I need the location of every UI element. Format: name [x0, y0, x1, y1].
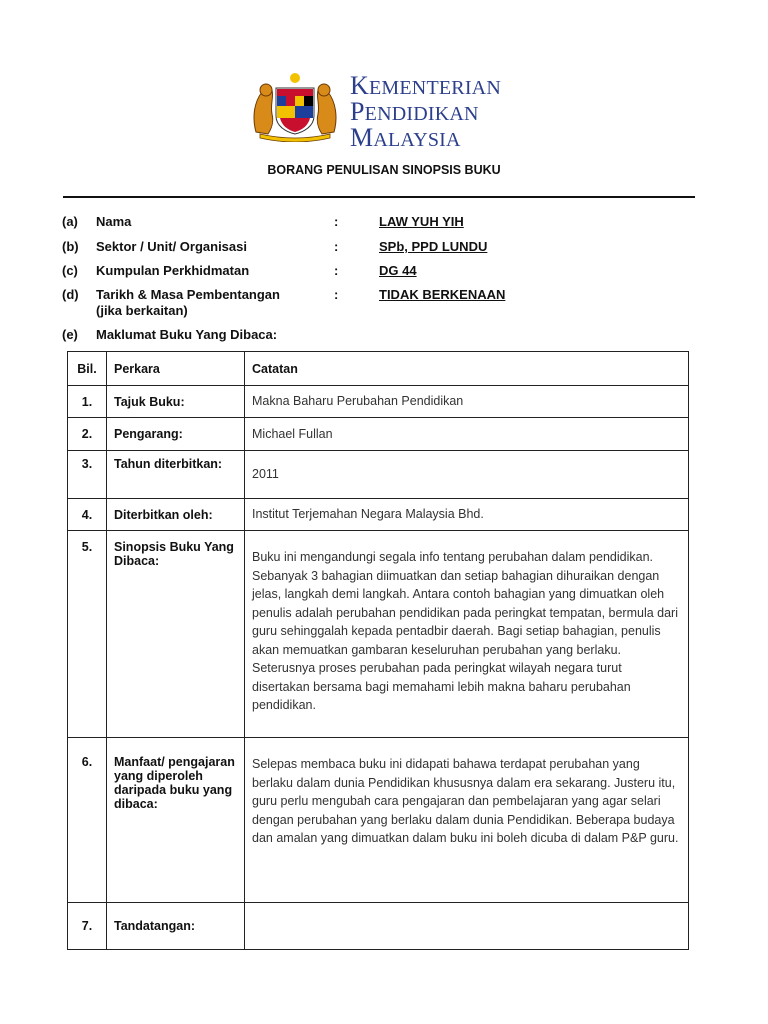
table-header-row — [68, 352, 689, 386]
ministry-name — [350, 71, 501, 152]
row-perkara: Manfaat/ pengajaran yang diperoleh daripada buku yang dibaca: — [107, 738, 245, 903]
field-code: (c) — [62, 263, 78, 278]
field-colon: : — [334, 263, 339, 278]
header-bil: Bil. — [68, 352, 107, 386]
row-bil: 7. — [68, 903, 107, 950]
ministry-line-1-text — [350, 71, 501, 100]
row-bil: 6. — [68, 738, 107, 903]
row-bil: 5. — [68, 531, 107, 738]
row-bil: 4. — [68, 499, 107, 531]
field-label: Maklumat Buku Yang Dibaca: — [96, 327, 278, 342]
field-value-nama: LAW YUH YIH — [379, 214, 464, 229]
field-label-sub: (jika berkaitan) — [96, 303, 188, 318]
table-row — [68, 418, 689, 451]
title-divider — [63, 196, 695, 198]
field-colon: : — [334, 214, 339, 229]
header-catatan: Catatan — [245, 352, 689, 386]
table-row — [68, 738, 689, 903]
table-row — [68, 499, 689, 531]
ministry-initial: M — [350, 123, 374, 152]
row-perkara: Diterbitkan oleh: — [107, 499, 245, 531]
ministry-initial: K — [350, 71, 369, 100]
book-info-table — [67, 351, 689, 950]
field-label: Kumpulan Perkhidmatan — [96, 263, 250, 278]
form-title: BORANG PENULISAN SINOPSIS BUKU — [267, 163, 501, 177]
row-bil: 3. — [68, 451, 107, 499]
ministry-line-3-text — [350, 123, 461, 152]
field-colon: : — [334, 239, 339, 254]
row-perkara: Pengarang: — [107, 418, 245, 451]
row-catatan: 2011 — [245, 451, 689, 499]
table-row — [68, 531, 689, 738]
field-code: (a) — [62, 214, 78, 229]
table-row — [68, 386, 689, 418]
row-catatan: Makna Baharu Perubahan Pendidikan — [245, 386, 689, 418]
row-bil: 1. — [68, 386, 107, 418]
jata-negara-crest-logo — [250, 70, 340, 142]
ministry-rest: EMENTERIAN — [368, 77, 501, 99]
field-code: (b) — [62, 239, 79, 254]
field-label — [96, 287, 326, 319]
field-value-kumpulan: DG 44 — [379, 263, 417, 278]
field-code: (e) — [62, 327, 78, 342]
field-code: (d) — [62, 287, 79, 302]
header-perkara: Perkara — [107, 352, 245, 386]
row-perkara: Tajuk Buku: — [107, 386, 245, 418]
row-catatan: Buku ini mengandungi segala info tentang perubahan dalam pendidikan. Sebanyak 3 bahagian diimuatkan dan setiap bahagian dihuraikan dengan jelas, langkah demi langkah. Antara contoh bahagian yang dimuatkan oleh penulis adalah perubahan pendidikan pada peringkat tempatan, bermula dari guru sehinggalah kepada pentadbir daerah. Bagi setiap bahagian, penulis akan memuatkan gambaran keseluruhan perubahan yang berlaku. Seterusnya proses perubahan pada peringkat wilayah negara turut disertakan bersama bagi memahami lebih makna baharu perubahan pendidikan. — [245, 531, 689, 738]
row-bil: 2. — [68, 418, 107, 451]
field-label: Sektor / Unit/ Organisasi — [96, 239, 247, 254]
field-value-sektor: SPb, PPD LUNDU — [379, 239, 488, 254]
row-catatan: Institut Terjemahan Negara Malaysia Bhd. — [245, 499, 689, 531]
field-label: Nama — [96, 214, 132, 229]
ministry-line-3 — [350, 123, 501, 152]
row-perkara: Sinopsis Buku Yang Dibaca: — [107, 531, 245, 738]
row-perkara: Tandatangan: — [107, 903, 245, 950]
row-catatan: Michael Fullan — [245, 418, 689, 451]
row-catatan: Selepas membaca buku ini didapati bahawa terdapat perubahan yang berlaku dalam dunia Pendidikan khususnya dalam era sekarang. Justeru itu, guru perlu mengubah cara pengajaran dan pembelajaran yang agar selari dengan perubahan yang berlaku dalam dunia Pendidikan. Beberapa budaya dan amalan yang dimuatkan dalam buku ini boleh dicuba di dalam P&P guru. — [245, 738, 689, 903]
table-row — [68, 903, 689, 950]
signature-cell — [245, 903, 689, 950]
row-perkara: Tahun diterbitkan: — [107, 451, 245, 499]
ministry-rest: ENDIDIKAN — [364, 103, 479, 125]
field-colon: : — [334, 287, 339, 302]
table-row — [68, 451, 689, 499]
ministry-line-2-text — [350, 97, 479, 126]
field-value-tarikh: TIDAK BERKENAAN — [379, 287, 506, 302]
ministry-initial: P — [350, 97, 365, 126]
ministry-rest: ALAYSIA — [373, 129, 461, 151]
field-label-main: Tarikh & Masa Pembentangan — [96, 287, 280, 302]
